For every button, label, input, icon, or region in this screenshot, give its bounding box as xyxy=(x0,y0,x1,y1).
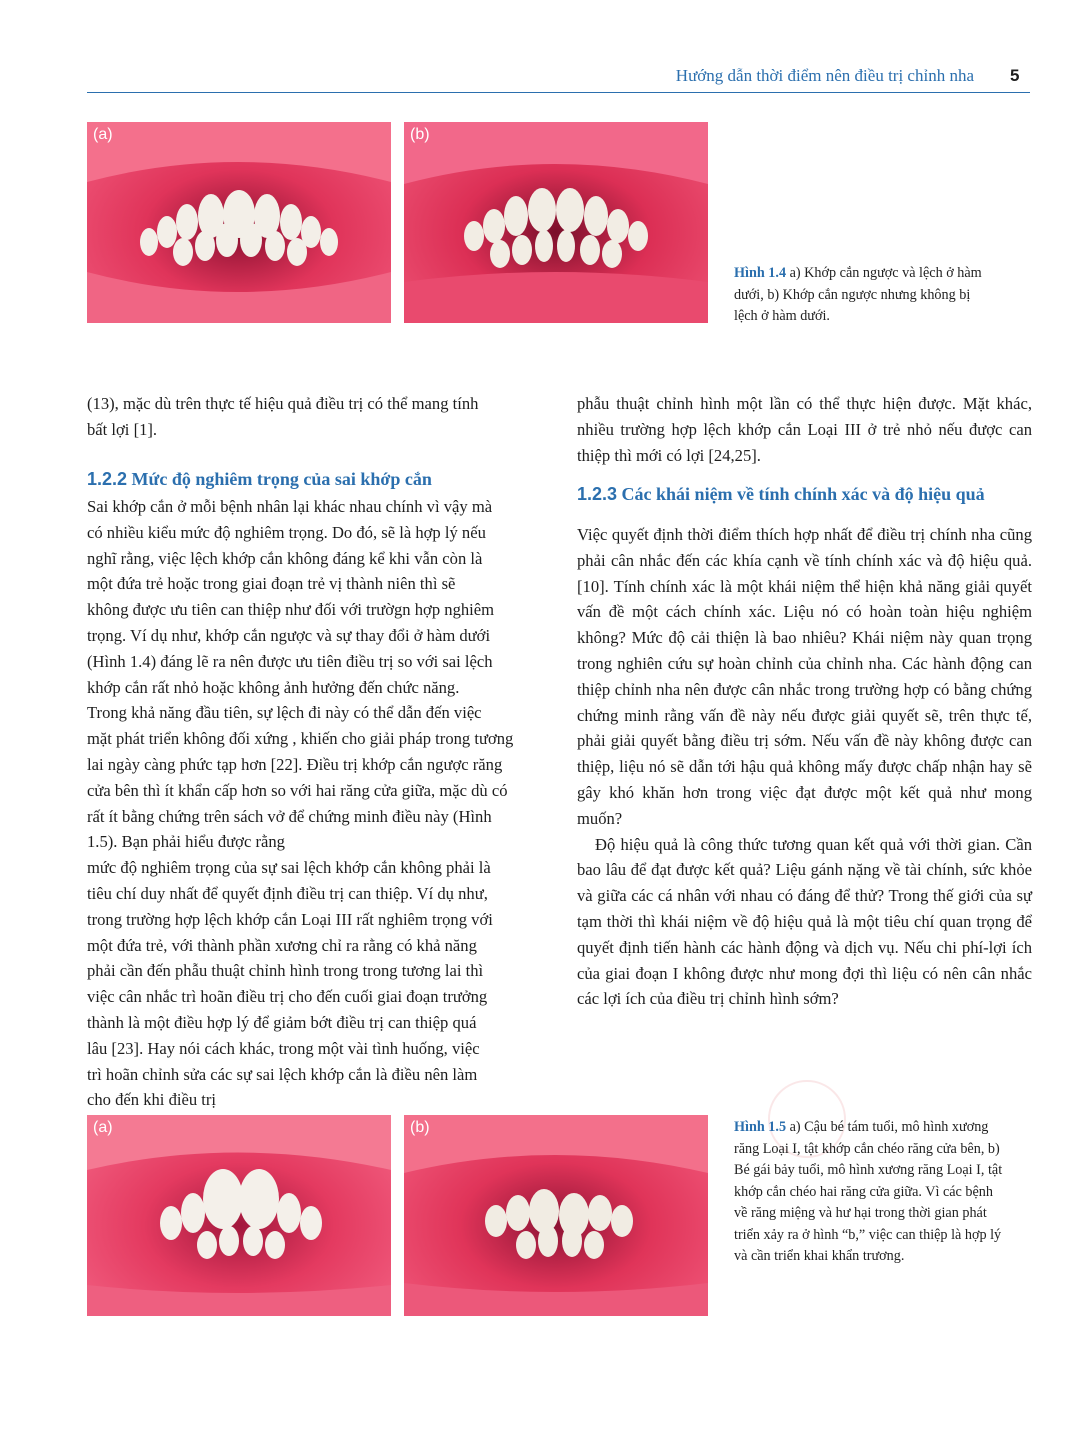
right-column-intro xyxy=(577,391,1032,468)
text-line: nghĩ rằng, việc lệch khớp cắn không đáng kể khi vẫn còn là xyxy=(87,548,483,568)
text-line: có nhiều kiểu mức độ nghiêm trọng. Do đó, sẽ là hợp lý nếu xyxy=(87,522,486,542)
text-line: tiêu chí duy nhất để quyết định điều trị can thiệp. Ví dụ như, xyxy=(87,883,488,903)
text-line: mức độ nghiêm trọng của sự sai lệch khớp cắn không phải là xyxy=(87,858,491,878)
text-line: lâu [23]. Hay nói cách khác, trong một vài tình huống, việc xyxy=(87,1038,480,1058)
text-line: trong trường hợp lệch khớp cắn Loại III rất nghiêm trọng với xyxy=(87,909,493,929)
text-line: cho đến khi điều trị xyxy=(87,1090,217,1110)
section-heading-1-2-3 xyxy=(577,484,985,505)
figure-1-4-photo-a xyxy=(87,122,391,323)
section-title: Các khái niệm về tính chính xác và độ hiệu quả xyxy=(617,484,985,504)
figure-1-5-photo-a xyxy=(87,1115,391,1316)
section-title: Mức độ nghiêm trọng của sai khớp cắn xyxy=(127,469,432,489)
text-line: thành là một điều hợp lý để giảm bớt điều trị can thiệp quá xyxy=(87,1012,477,1032)
text-line: bất lợi [1]. xyxy=(87,419,158,439)
section-number: 1.2.2 xyxy=(87,469,128,489)
left-column-body xyxy=(87,494,567,1113)
text-line: không được ưu tiên can thiệp như đối với trườgn hợp nghiêm xyxy=(87,600,495,620)
paragraph: Việc quyết định thời điểm thích hợp nhất để điều trị chính nha cũng phải cân nhắc đến các khía cạnh về tính chính xác và độ hiệu quả. [10]. Tính chính xác là một khái niệm thể hiện khả năng giải quyết vấn đề một cách chính xác. Liệu nó có hoàn toàn hiệu nghiệm không? Mức độ cải thiện là bao nhiêu? Khái niệm này quan trọng trong nghiên cứu sự hoàn chỉnh của chỉnh nha. Các hành động can thiệp chỉnh nha nên được cân nhắc trong trường hợp có bằng chứng chứng minh rằng vấn đề này nếu được giải quyết sẽ, trên thực tế, phải giải quyết bằng điều trị sớm. Nếu vấn đề này không được can thiệp, liệu nó sẽ dẫn tới hậu quả không mấy được chấp nhận hay sẽ gây khó khăn hơn trong việc đạt được một kết quả như mong muốn? xyxy=(577,525,1032,828)
text-line: 1.5). Bạn phải hiểu được rằng xyxy=(87,832,285,852)
text-line: khớp cắn rất nhỏ hoặc không ảnh hưởng đến chức năng. xyxy=(87,677,460,697)
caption-text: a) Khớp cắn ngược và lệch ở hàm dưới, b) Khớp cắn ngược nhưng không bị lệch ở hàm dưới. xyxy=(734,265,982,324)
text-line: lai ngày càng phức tạp hơn [22]. Điều trị khớp cắn ngược răng xyxy=(87,754,503,774)
right-column-body xyxy=(577,522,1032,1012)
paragraph: phẫu thuật chỉnh hình một lần có thể thực hiện được. Mặt khác, nhiều trường hợp lệch khớp cắn Loại III ở trẻ nhỏ nếu được can thiệp thì mới có lợi [24,25]. xyxy=(577,394,1032,465)
header-rule xyxy=(87,92,1030,93)
text-line: phải cần đến phẫu thuật chỉnh hình trong trong tương lai thì xyxy=(87,961,484,981)
text-line: mặt phát triển không đối xứng , khiến cho giải pháp trong tương xyxy=(87,729,514,749)
page-number: 5 xyxy=(1010,66,1020,85)
figure-1-5-photo-b xyxy=(404,1115,708,1316)
figure-label: Hình 1.5 xyxy=(734,1119,787,1135)
text-line: một đứa trẻ, với thành phần xương chỉ ra rằng có khả năng xyxy=(87,935,477,955)
text-line: Trong khả năng đầu tiên, sự lệch đi này có thể dẫn đến việc xyxy=(87,703,482,723)
text-line: trọng. Ví dụ như, khớp cắn ngược và sự thay đổi ở hàm dưới xyxy=(87,625,491,645)
section-heading-1-2-2 xyxy=(87,469,432,490)
text-line: cửa bên thì ít khẩn cấp hơn so với hai răng cửa giữa, mặc dù có xyxy=(87,780,508,800)
left-column-intro xyxy=(87,391,567,443)
section-number: 1.2.3 xyxy=(577,484,618,504)
panel-label-a: (a) xyxy=(93,1119,113,1136)
paragraph: Độ hiệu quả là công thức tương quan kết quả với thời gian. Cần bao lâu để đạt được kết quả? Liệu gánh nặng về tài chính, sức khỏe và giữa các cá nhân với nhau có đáng để thử? Trong thế giới của sự tạm thời thì khái niệm về độ hiệu quả là một tiêu chí quan trọng để quyết định tiến hành các hành động và dịch vụ. Nếu chi phí-lợi ích của giai đoạn I không được như mong đợi thì liệu có nên cân nhắc các lợi ích của điều trị chỉnh hình sớm? xyxy=(577,834,1032,1009)
text-line: rất ít bằng chứng trên sách vở để chứng minh điều này (Hình xyxy=(87,806,492,826)
text-line: việc cân nhắc trì hoãn điều trị cho đến cuối giai đoạn trưởng xyxy=(87,987,488,1007)
text-line: (Hình 1.4) đáng lẽ ra nên được ưu tiên điều trị so với sai lệch xyxy=(87,651,493,671)
figure-1-4-photo-b xyxy=(404,122,708,323)
figure-label: Hình 1.4 xyxy=(734,265,787,281)
text-line: một đứa trẻ hoặc trong giai đoạn trẻ vị thành niên thì sẽ xyxy=(87,574,456,594)
text-line: trì hoãn chỉnh sửa các sự sai lệch khớp cắn là điều nên làm xyxy=(87,1064,478,1084)
figure-1-4-caption xyxy=(734,263,996,328)
caption-text: a) Cậu bé tám tuổi, mô hình xương răng Loại I, tật khớp cắn chéo răng cửa bên, b) Bé gái bảy tuổi, mô hình xương răng Loại I, tật khớp cắn chéo hai răng cửa giữa. Vì các bệnh về răng miệng và hư hại trong thời gian phát triển xảy ra ở hình “b,” việc can thiệp là hợp lý và cần triển khai khẩn trương. xyxy=(734,1119,1003,1264)
text-line: Sai khớp cắn ở mỗi bệnh nhân lại khác nhau chính vì vậy mà xyxy=(87,497,493,516)
figure-1-5-caption xyxy=(734,1117,1006,1268)
running-header-title: Hướng dẫn thời điểm nên điều trị chỉnh nha xyxy=(675,66,974,85)
text-line: (13), mặc dù trên thực tế hiệu quả điều trị có thể mang tính xyxy=(87,394,479,413)
panel-label-b: (b) xyxy=(410,1119,430,1136)
panel-label-a: (a) xyxy=(93,126,113,143)
panel-label-b: (b) xyxy=(410,126,430,143)
